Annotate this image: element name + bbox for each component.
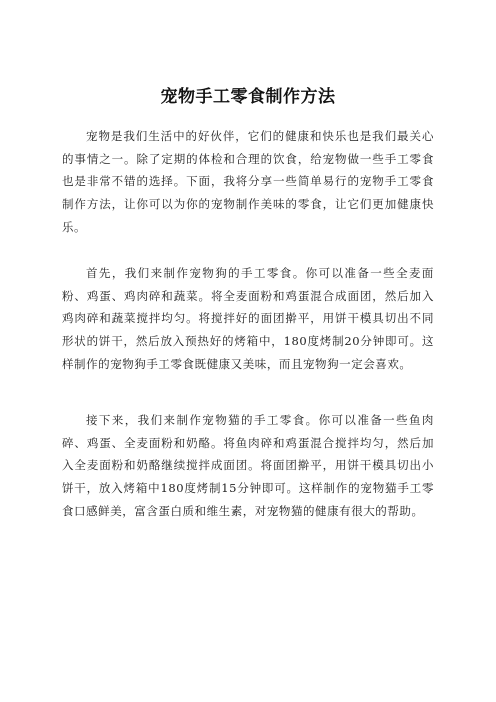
document-title: 宠物手工零食制作方法 <box>160 87 336 107</box>
paragraph-cat-snacks: 接下来，我们来制作宠物猫的手工零食。你可以准备一些鱼肉碎、鸡蛋、全麦面粉和奶酪。将鱼肉碎和鸡蛋混合搅拌均匀，然后加入全麦面粉和奶酪继续搅拌成面团。将面团擀平，用饼干模具切出小饼干，放入烤箱中180度烤制15分钟即可。这样制作的宠物猫手工零食口感鲜美，富含蛋白质和维生素，对宠物猫的健康有很大的帮助。 <box>62 413 434 518</box>
paragraph-dog-snacks: 首先，我们来制作宠物狗的手工零食。你可以准备一些全麦面粉、鸡蛋、鸡肉碎和蔬菜。将全麦面粉和鸡蛋混合成面团，然后加入鸡肉碎和蔬菜搅拌均匀。将搅拌好的面团擀平，用饼干模具切出不同形状的饼干，然后放入预热好的烤箱中，180度烤制20分钟即可。这样制作的宠物狗手工零食既健康又美味，而且宠物狗一定会喜欢。 <box>62 266 434 371</box>
paragraph-intro: 宠物是我们生活中的好伙伴，它们的健康和快乐也是我们最关心的事情之一。除了定期的体检和合理的饮食，给宠物做一些手工零食也是非常不错的选择。下面，我将分享一些简单易行的宠物手工零食制作方法，让你可以为你的宠物制作美味的零食，让它们更加健康快乐。 <box>62 129 434 234</box>
